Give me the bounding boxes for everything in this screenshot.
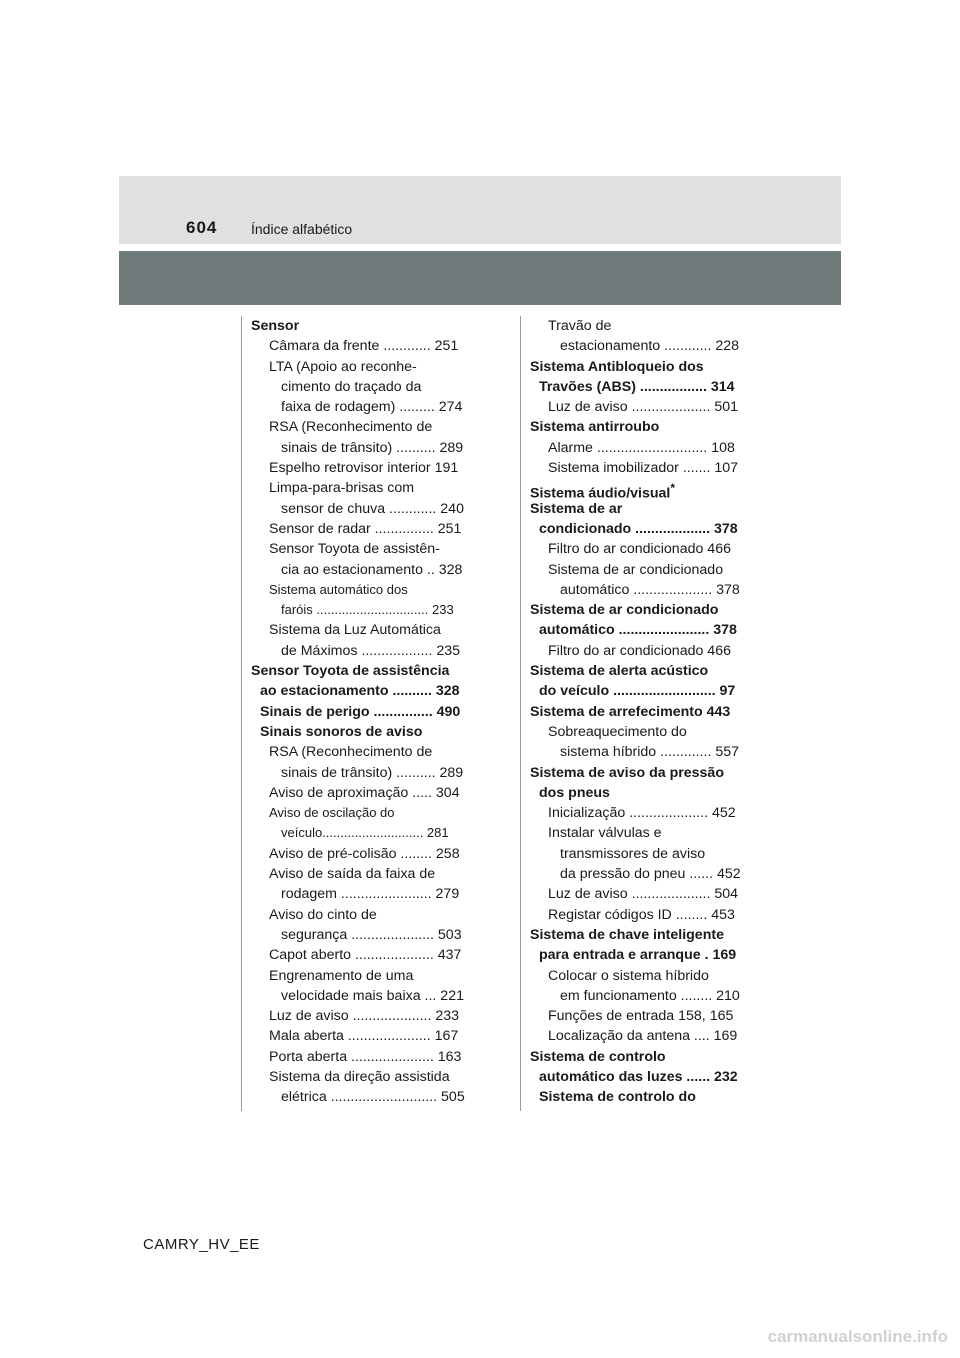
index-entry: Sobreaquecimento do (548, 723, 687, 740)
index-entry: Travão de (548, 318, 612, 334)
index-entry: Mala aberta ..................... 167 (269, 1028, 459, 1045)
index-entry: Aviso de pré-colisão ........ 258 (269, 845, 460, 862)
index-entry: Travões (ABS) ................. 314 (539, 378, 735, 395)
index-entry: Aviso de aproximação ..... 304 (269, 784, 460, 801)
index-entry: Sistema de ar condicionado (548, 561, 724, 578)
index-entry: Luz de aviso .................... 504 (548, 886, 739, 903)
index-entry: sinais de trânsito) .......... 289 (281, 764, 464, 781)
index-heading: Sistema de aviso da pressão (530, 764, 724, 781)
index-entry: Aviso de oscilação do (269, 805, 395, 821)
model-code: CAMRY_HV_EE (143, 1236, 260, 1253)
index-entry: Registar códigos ID ........ 453 (548, 906, 735, 923)
index-entry: Sistema de controlo do (539, 1089, 696, 1106)
index-entry: Filtro do ar condicionado 466 (548, 642, 731, 659)
index-entry: Engrenamento de uma (269, 967, 414, 984)
index-entry: Instalar válvulas e (548, 825, 662, 842)
index-entry: RSA (Reconhecimento de (269, 419, 433, 436)
index-entry: elétrica ........................... 505 (281, 1089, 465, 1106)
index-entry: dos pneus (539, 784, 610, 801)
index-entry: da pressão do pneu ...... 452 (560, 866, 741, 883)
index-entry: transmissores de aviso (560, 845, 706, 862)
index-heading: Sensor (251, 318, 300, 334)
index-entry: Localização da antena .... 169 (548, 1028, 738, 1045)
index-entry: Sensor Toyota de assistên- (269, 541, 440, 558)
index-heading: Sistema de controlo (530, 1048, 666, 1065)
index-entry: Câmara da frente ............ 251 (269, 338, 459, 355)
index-entry: Filtro do ar condicionado 466 (548, 541, 731, 558)
index-entry: rodagem ....................... 279 (281, 886, 460, 903)
index-entry: Porta aberta ..................... 163 (269, 1048, 462, 1065)
index-entry: cia ao estacionamento .. 328 (281, 561, 463, 578)
index-entry: Espelho retrovisor interior 191 (269, 460, 459, 477)
index-entry: Aviso de saída da faixa de (269, 866, 436, 883)
index-heading: Sistema de ar (530, 500, 623, 517)
watermark: carmanualsonline.info (767, 1327, 948, 1346)
index-entry: segurança ..................... 503 (281, 926, 462, 943)
index-entry: Luz de aviso .................... 501 (548, 399, 739, 416)
index-entry: ao estacionamento .......... 328 (260, 683, 460, 700)
index-entry: Colocar o sistema híbrido (548, 967, 709, 984)
index-entry: faróis ............................... 233 (281, 602, 454, 618)
index-heading: Sistema Antibloqueio dos (530, 358, 704, 375)
index-heading: Sistema de ar condicionado (530, 602, 719, 619)
index-column-right (530, 316, 756, 1108)
index-entry: velocidade mais baixa ... 221 (281, 987, 464, 1004)
index-entry: sinais de trânsito) .......... 289 (281, 439, 464, 456)
page-title: Índice alfabético (251, 221, 353, 237)
right-column-rule (520, 316, 521, 1111)
index-entry: estacionamento ............ 228 (560, 338, 740, 355)
index-entry: Alarme ............................ 108 (548, 439, 735, 456)
page-number: 604 (186, 218, 218, 237)
index-entry: sensor de chuva ............ 240 (281, 500, 464, 517)
left-column-rule (241, 316, 242, 1111)
index-entry: Funções de entrada 158, 165 (548, 1008, 734, 1025)
index-heading: Sistema antirroubo (530, 419, 660, 436)
index-heading: Sistema de arrefecimento 443 (530, 703, 731, 720)
index-entry: Sistema imobilizador ....... 107 (548, 460, 739, 477)
index-entry: Sensor de radar ............... 251 (269, 520, 462, 537)
index-heading: Sensor Toyota de assistência (251, 663, 450, 680)
index-entry: do veículo .......................... 97 (539, 683, 736, 700)
index-entry: Inicialização .................... 452 (548, 805, 736, 822)
index-entry: Limpa-para-brisas com (269, 480, 415, 497)
index-entry: Sistema da direção assistida (269, 1068, 450, 1085)
index-entry: veículo............................ 281 (281, 825, 449, 841)
index-entry: automático das luzes ...... 232 (539, 1068, 738, 1085)
index-entry: automático ....................... 378 (539, 622, 737, 639)
index-entry: de Máximos .................. 235 (281, 642, 460, 659)
index-entry: faixa de rodagem) ......... 274 (281, 399, 463, 416)
index-entry: sistema híbrido ............. 557 (560, 744, 739, 761)
index-entry: Sistema automático dos (269, 581, 408, 597)
index-heading: Sistema de chave inteligente (530, 926, 724, 943)
index-entry: RSA (Reconhecimento de (269, 744, 433, 761)
index-column-left (251, 316, 477, 1108)
index-entry: LTA (Apoio ao reconhe- (269, 358, 417, 375)
index-entry: Sistema da Luz Automática (269, 622, 441, 639)
index-heading: Sistema de alerta acústico (530, 663, 709, 680)
index-entry: automático .................... 378 (560, 581, 740, 598)
footnote-asterisk: * (670, 481, 675, 496)
index-entry: Sinais de perigo ............... 490 (260, 703, 461, 720)
header-bar (119, 251, 841, 305)
index-entry: Sinais sonoros de aviso (260, 723, 423, 740)
index-entry: Luz de aviso .................... 233 (269, 1008, 460, 1025)
index-entry: para entrada e arranque . 169 (539, 947, 737, 964)
index-entry: Aviso do cinto de (269, 906, 377, 923)
header-band (119, 176, 841, 244)
index-entry: em funcionamento ........ 210 (560, 987, 740, 1004)
index-heading: Sistema áudio/visual* (530, 481, 675, 503)
index-entry: Capot aberto .................... 437 (269, 947, 462, 964)
index-entry: condicionado ................... 378 (539, 520, 738, 537)
index-entry: cimento do traçado da (281, 378, 422, 395)
